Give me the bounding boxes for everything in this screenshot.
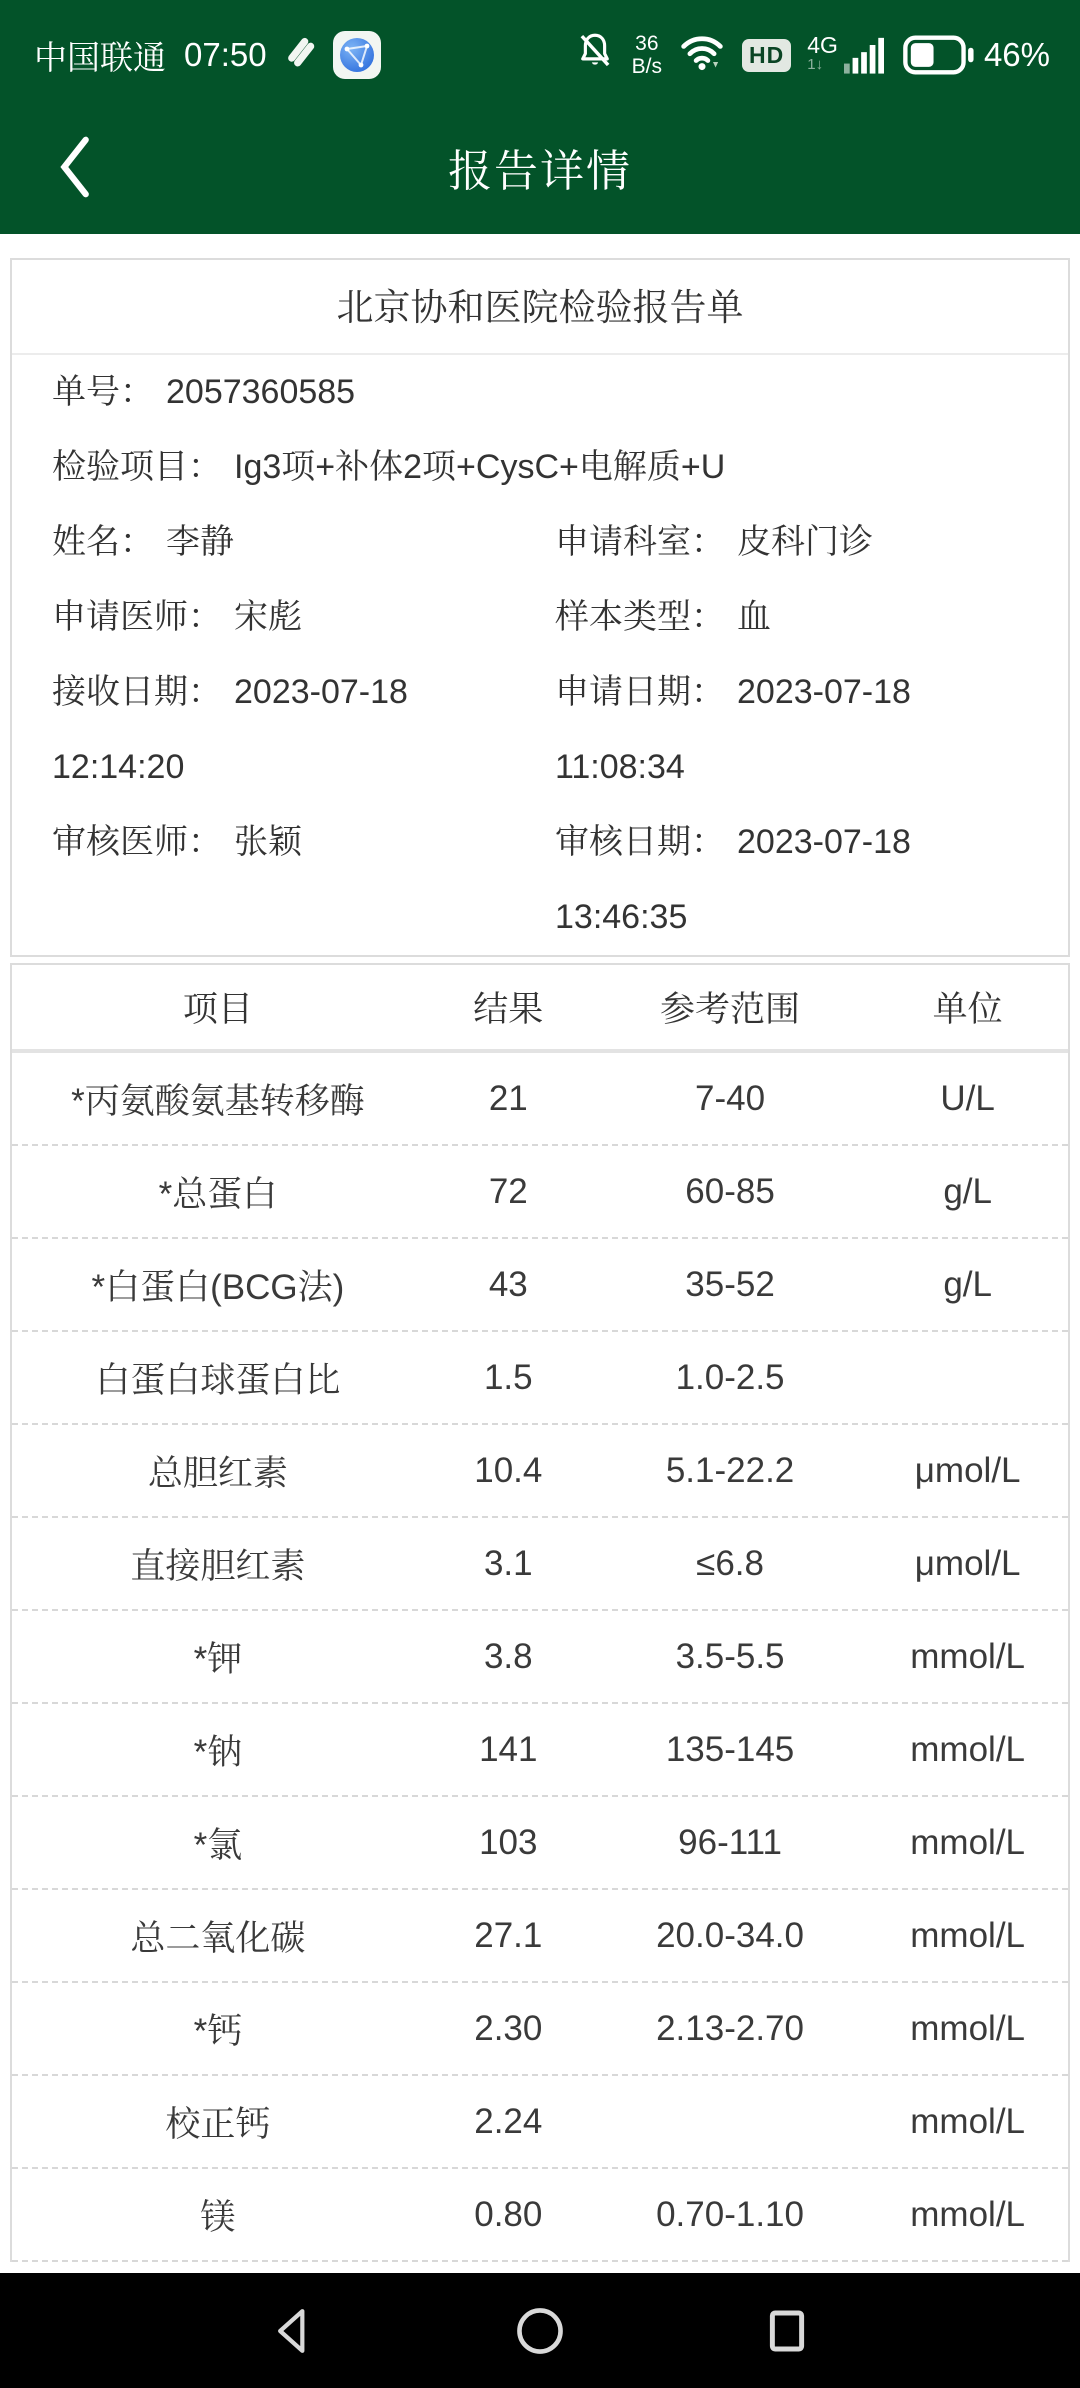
table-row: *氯 103 96-111 mmol/L — [12, 1797, 1068, 1890]
android-nav-bar — [0, 2273, 1080, 2388]
field-review-date: 审核日期： 2023-07-18 13:46:35 — [555, 823, 911, 936]
hd-voice-badge: HD — [742, 39, 791, 72]
status-bar — [0, 0, 1080, 100]
table-row: 总二氧化碳 27.1 20.0-34.0 mmol/L — [12, 1890, 1068, 1983]
table-row: *白蛋白(BCG法) 43 35-52 g/L — [12, 1239, 1068, 1332]
carrier-label: 中国联通 — [34, 38, 166, 76]
table-row: *钾 3.8 3.5-5.5 mmol/L — [12, 1611, 1068, 1704]
nav-recents-button[interactable] — [756, 2300, 818, 2362]
col-header-unit: 单位 — [932, 990, 1003, 1029]
battery-icon — [902, 35, 976, 75]
wifi-icon — [678, 29, 726, 81]
field-review-doctor: 审核医师： 张颖 — [52, 823, 302, 861]
nav-home-button[interactable] — [509, 2300, 571, 2362]
col-header-result: 结果 — [473, 990, 544, 1029]
nav-back-button[interactable] — [262, 2300, 324, 2362]
battery-percent-label: 46% — [983, 36, 1050, 73]
table-row: 校正钙 2.24 mmol/L — [12, 2076, 1068, 2169]
col-header-range: 参考范围 — [660, 990, 801, 1029]
field-request-date: 申请日期： 2023-07-18 11:08:34 — [555, 673, 911, 786]
field-patient-name: 姓名： 李静 — [52, 523, 234, 561]
table-row: *总蛋白 72 60-85 g/L — [12, 1146, 1068, 1239]
notifications-muted-icon — [574, 30, 616, 80]
results-table — [10, 963, 1070, 2262]
app-header — [0, 100, 1080, 234]
table-row: 白蛋白球蛋白比 1.5 1.0-2.5 — [12, 1332, 1068, 1425]
report-info-card — [10, 258, 1070, 957]
field-request-dept: 申请科室： 皮科门诊 — [555, 523, 873, 561]
table-row: 镁 0.80 0.70-1.10 mmol/L — [12, 2169, 1068, 2262]
col-header-item: 项目 — [182, 990, 253, 1029]
table-row: 直接胆红素 3.1 ≤6.8 μmol/L — [12, 1518, 1068, 1611]
table-row: *钙 2.30 2.13-2.70 mmol/L — [12, 1983, 1068, 2076]
table-row: *丙氨酸氨基转移酶 21 7-40 U/L — [12, 1053, 1068, 1146]
cellular-signal-indicator: 4G 1↓ — [807, 35, 886, 75]
signal-bars-icon — [842, 35, 886, 75]
clock-label: 07:50 — [184, 36, 267, 73]
table-header-row — [12, 965, 1068, 1053]
hospital-report-title: 北京协和医院检验报告单 — [12, 260, 1068, 355]
field-test-items: 检验项目： Ig3项+补体2项+CysC+电解质+U — [52, 448, 726, 486]
table-row: 总胆红素 10.4 5.1-22.2 μmol/L — [12, 1425, 1068, 1518]
browser-app-icon — [333, 31, 381, 79]
report-fields — [12, 355, 1068, 955]
field-sample-type: 样本类型： 血 — [555, 598, 771, 636]
table-row: *钠 141 135-145 mmol/L — [12, 1704, 1068, 1797]
network-speed-indicator: 36 B/s — [631, 32, 663, 78]
field-request-doctor: 申请医师： 宋彪 — [52, 598, 302, 636]
health-heart-icon — [281, 32, 319, 78]
field-receive-date: 接收日期： 2023-07-18 12:14:20 — [52, 673, 408, 786]
page-title: 报告详情 — [448, 147, 632, 196]
field-order-no: 单号： 2057360585 — [52, 373, 356, 411]
